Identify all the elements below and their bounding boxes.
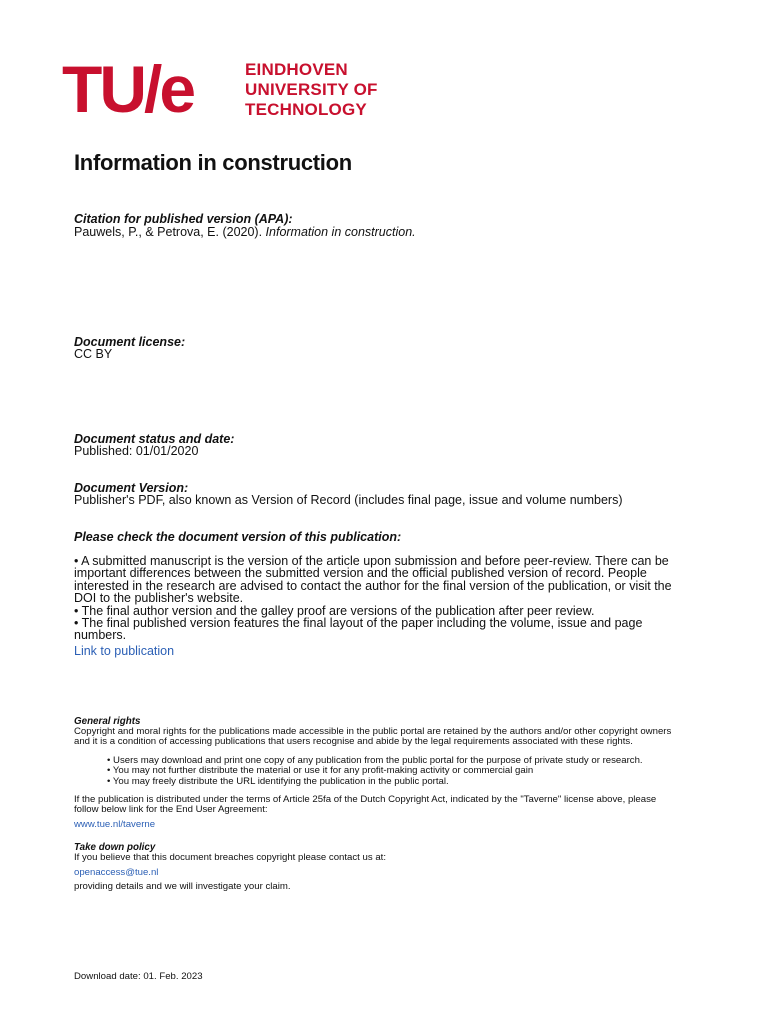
version-value: Publisher's PDF, also known as Version of Record (includes final page, issue and volume numbers): [74, 493, 623, 507]
logo-name-line: EINDHOVEN: [245, 60, 348, 79]
taverne-link[interactable]: www.tue.nl/taverne: [74, 819, 156, 830]
document-title: Information in construction: [74, 150, 352, 175]
check-line: important differences between the submitted version and the official published version of record. People: [74, 566, 647, 581]
check-line: interested in the research are advised to contact the author for the final version of the publication, or visit the: [74, 578, 672, 593]
rights-bullet: • Users may download and print one copy of any publication from the public portal for the purpose of private study or research.: [107, 755, 643, 766]
rights-line: Copyright and moral rights for the publications made accessible in the public portal are retained by the authors and/or other copyright owners: [74, 726, 672, 737]
check-line: • The final author version and the galley proof are versions of the publication after peer review.: [74, 603, 595, 618]
taverne-line: follow below link for the End User Agreement:: [74, 804, 268, 816]
download-date: Download date: 01. Feb. 2023: [74, 971, 203, 982]
check-line: DOI to the publisher's website.: [74, 591, 244, 606]
status-value: Published: 01/01/2020: [74, 444, 199, 458]
taverne-line: If the publication is distributed under the terms of Article 25fa of the Dutch Copyright Act, indicated by the "Taverne" license above, please: [74, 794, 657, 805]
citation-work: Information in construction.: [265, 225, 416, 239]
logo-name-line: TECHNOLOGY: [245, 100, 367, 119]
version-label: Document Version:: [74, 481, 189, 495]
taverne-text: [74, 795, 656, 816]
citation-authors: Pauwels, P., & Petrova, E. (2020).: [74, 225, 263, 239]
check-line: • A submitted manuscript is the version of the article upon submission and before peer-review. There can be: [74, 554, 669, 568]
rights-bullet: • You may freely distribute the URL identifying the publication in the public portal.: [107, 775, 449, 787]
rights-bullets: [107, 756, 643, 787]
license-label: Document license:: [74, 335, 186, 349]
citation-label: Citation for published version (APA):: [74, 212, 293, 226]
check-line: numbers.: [74, 628, 127, 643]
rights-bullet: • You may not further distribute the material or use it for any profit-making activity or commercial gain: [107, 765, 534, 777]
logo-name-line: UNIVERSITY OF: [245, 80, 378, 99]
takedown-after: providing details and we will investigate your claim.: [74, 881, 291, 892]
takedown-label: Take down policy: [74, 842, 156, 853]
takedown-email-link[interactable]: openaccess@tue.nl: [74, 867, 159, 878]
general-rights-text: [74, 727, 671, 748]
check-paragraph: [74, 555, 734, 642]
check-label: Please check the document version of this publication:: [74, 530, 402, 544]
rights-line: and it is a condition of accessing publications that users recognise and abide by the legal requirements associated with these rights.: [74, 736, 633, 748]
tue-logo-name: [245, 60, 378, 120]
citation-text: [74, 225, 416, 239]
takedown-text: If you believe that this document breaches copyright please contact us at:: [74, 852, 386, 863]
status-label: Document status and date:: [74, 432, 235, 446]
check-line: • The final published version features the final layout of the paper including the volume, issue and page: [74, 616, 643, 631]
link-to-publication[interactable]: Link to publication: [74, 644, 175, 658]
general-rights-label: General rights: [74, 716, 141, 727]
license-value: CC BY: [74, 347, 113, 361]
tue-logo-mark: TU/e: [62, 52, 194, 126]
